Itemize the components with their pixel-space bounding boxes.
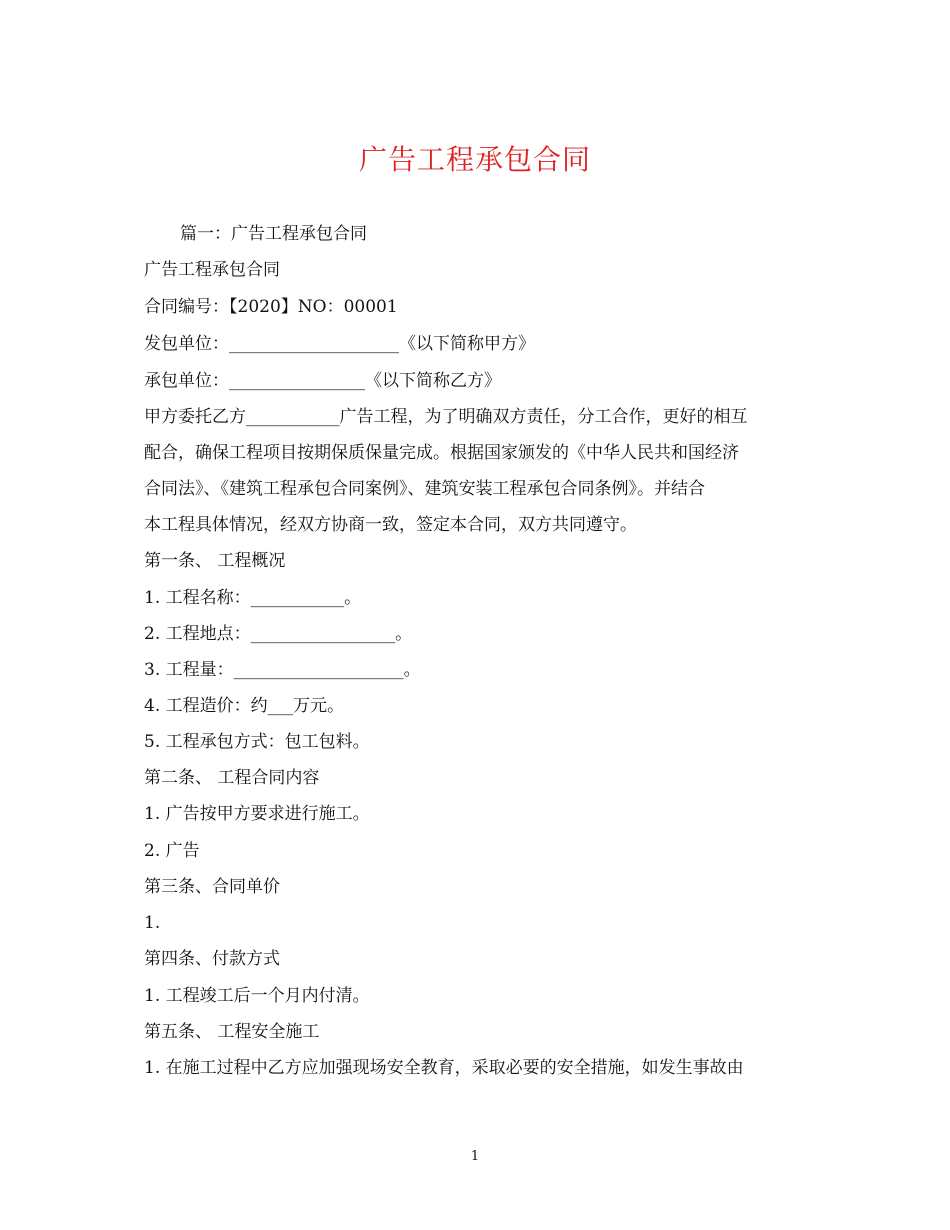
paragraph-line: 合同法》、《建筑工程承包合同案例》、建筑安装工程承包合同条例》。并结合 — [144, 479, 705, 499]
article-heading: 第三条、合同单价 — [144, 877, 280, 897]
contract-number: 合同编号：【2020】NO：00001 — [144, 297, 398, 317]
list-item: 2. 广告 — [144, 841, 200, 861]
paragraph-line: 本工程具体情况，经双方协商一致，签定本合同，双方共同遵守。 — [144, 515, 637, 535]
list-item: 3. 工程量：____________________。 — [144, 660, 421, 680]
party-a-line: 发包单位：____________________《以下简称甲方》 — [144, 334, 535, 354]
list-item: 1. 广告按甲方要求进行施工。 — [144, 804, 370, 824]
list-item: 1. 在施工过程中乙方应加强现场安全教育，采取必要的安全措施，如发生事故由 — [144, 1058, 744, 1078]
party-b-line: 承包单位：________________《以下简称乙方》 — [144, 371, 501, 391]
article-heading: 第五条、 工程安全施工 — [144, 1022, 320, 1042]
chapter-heading: 篇一：广告工程承包合同 — [180, 224, 367, 244]
article-heading: 第二条、 工程合同内容 — [144, 768, 320, 788]
page-number: 1 — [470, 1149, 480, 1164]
list-item: 1. 工程竣工后一个月内付清。 — [144, 986, 370, 1006]
paragraph-line: 配合，确保工程项目按期保质保量完成。根据国家颁发的《中华人民共和国经济 — [144, 443, 739, 463]
list-item: 4. 工程造价：约___万元。 — [144, 696, 345, 716]
list-item: 1. 工程名称：___________。 — [144, 588, 362, 608]
article-heading: 第一条、 工程概况 — [144, 551, 286, 571]
article-heading: 第四条、付款方式 — [144, 949, 280, 969]
document-title: 广告工程承包合同 — [358, 143, 591, 176]
list-item: 5. 工程承包方式：包工包料。 — [144, 732, 370, 752]
list-item: 2. 工程地点：_________________。 — [144, 624, 413, 644]
list-item: 1. — [144, 913, 161, 933]
contract-name: 广告工程承包合同 — [144, 260, 280, 280]
paragraph-line: 甲方委托乙方___________广告工程，为了明确双方责任，分工合作，更好的相互 — [144, 407, 748, 427]
